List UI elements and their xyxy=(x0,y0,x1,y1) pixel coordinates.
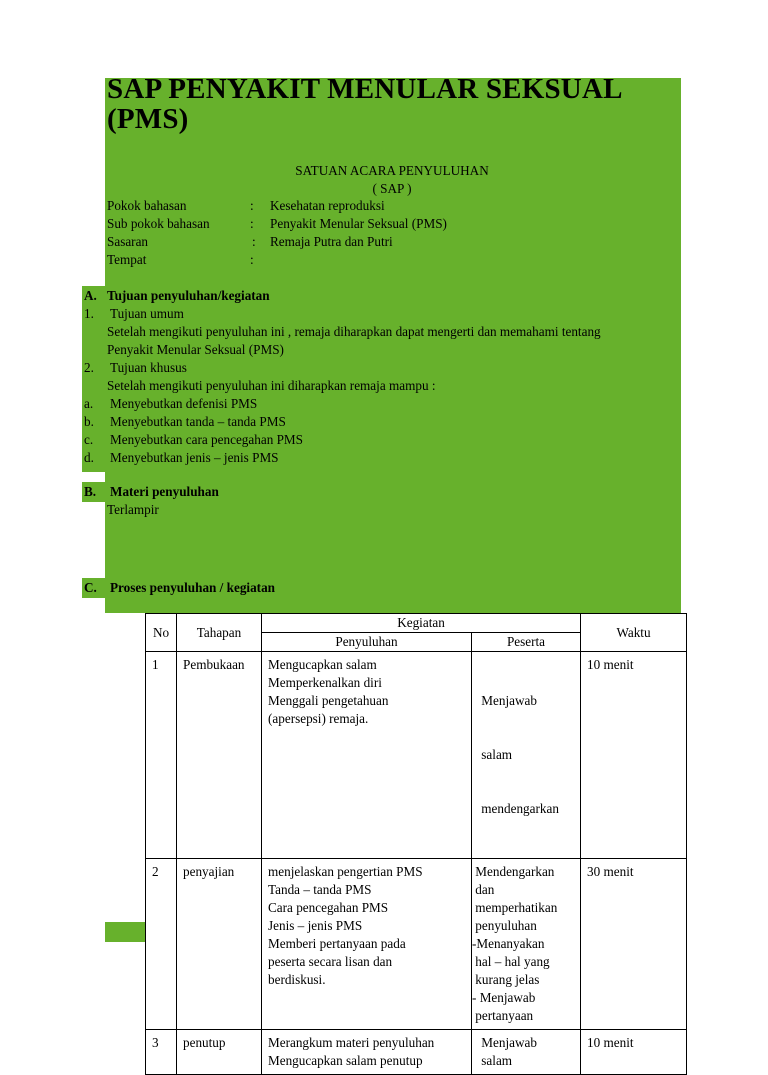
table-row xyxy=(146,1030,687,1075)
list-item: Mengucapkan salam penutup xyxy=(268,1053,423,1068)
header-kegiatan: Kegiatan xyxy=(262,614,581,633)
header-peserta: Peserta xyxy=(472,633,581,652)
list-item: kurang jelas xyxy=(472,972,540,987)
info-value-pokok: Kesehatan reproduksi xyxy=(270,198,385,213)
sap-subheading: ( SAP ) xyxy=(372,181,412,196)
list-item: Memberi pertanyaan pada xyxy=(268,936,406,951)
list-item: (apersepsi) remaja. xyxy=(268,711,369,726)
list-item: Cara pencegahan PMS xyxy=(268,900,389,915)
item1-marker: 1. xyxy=(84,306,94,321)
list-item: Merangkum materi penyuluhan xyxy=(268,1035,435,1050)
list-item: Mendengarkan xyxy=(472,864,555,879)
header-waktu: Waktu xyxy=(581,614,687,652)
list-item: berdiskusi. xyxy=(268,972,326,987)
row2-no: 2 xyxy=(146,859,177,1030)
header-tahapan: Tahapan xyxy=(177,614,262,652)
info-label-sasaran: Sasaran xyxy=(107,234,149,249)
list-item: peserta secara lisan dan xyxy=(268,954,393,969)
list-item: dan xyxy=(472,882,495,897)
list-item: Menggali pengetahuan xyxy=(268,693,389,708)
header-no: No xyxy=(146,614,177,652)
info-sep-tempat: : xyxy=(250,252,254,267)
row2-peserta xyxy=(472,859,581,1030)
subitem-a-text: Menyebutkan defenisi PMS xyxy=(110,396,258,411)
list-item: salam xyxy=(478,747,513,762)
list-item: Tanda – tanda PMS xyxy=(268,882,372,897)
list-item: menjelaskan pengertian PMS xyxy=(268,864,423,879)
section-a-marker: A. xyxy=(84,288,97,303)
list-item: - Menjawab xyxy=(472,990,536,1005)
list-item: Memperkenalkan diri xyxy=(268,675,382,690)
list-item: Menjawab xyxy=(478,693,537,708)
subitem-b-marker: b. xyxy=(84,414,94,429)
list-item: pertanyaan xyxy=(472,1008,534,1023)
subitem-d-text: Menyebutkan jenis – jenis PMS xyxy=(110,450,279,465)
row3-waktu: 10 menit xyxy=(581,1030,687,1075)
list-item: Jenis – jenis PMS xyxy=(268,918,363,933)
document-title: SAP PENYAKIT MENULAR SEKSUAL (PMS) xyxy=(107,73,622,135)
info-sep-subpokok: : xyxy=(250,216,254,231)
info-sep-pokok: : xyxy=(250,198,254,213)
row3-peserta xyxy=(472,1030,581,1075)
row1-waktu: 10 menit xyxy=(581,652,687,859)
list-item: penyuluhan xyxy=(472,918,537,933)
item1-text-line1: Setelah mengikuti penyuluhan ini , remaja diharapkan dapat mengerti dan memahami tentang xyxy=(107,324,601,339)
row3-no: 3 xyxy=(146,1030,177,1075)
info-sep-sasaran: : xyxy=(252,234,256,249)
info-label-subpokok: Sub pokok bahasan xyxy=(107,216,210,231)
section-a-title: Tujuan penyuluhan/kegiatan xyxy=(107,288,270,303)
row2-penyuluhan xyxy=(262,859,472,1030)
list-item: memperhatikan xyxy=(472,900,558,915)
info-value-subpokok: Penyakit Menular Seksual (PMS) xyxy=(270,216,447,231)
section-c-marker: C. xyxy=(84,580,97,595)
subitem-c-marker: c. xyxy=(84,432,94,447)
row1-peserta xyxy=(472,652,581,859)
list-item: Mengucapkan salam xyxy=(268,657,377,672)
list-item: hal – hal yang xyxy=(472,954,550,969)
subitem-d-marker: d. xyxy=(84,450,94,465)
item2-marker: 2. xyxy=(84,360,94,375)
row2-tahapan: penyajian xyxy=(177,859,262,1030)
table-row xyxy=(146,652,687,859)
item1-title: Tujuan umum xyxy=(110,306,184,321)
list-item: salam xyxy=(478,1053,513,1068)
info-label-tempat: Tempat xyxy=(107,252,147,267)
row3-penyuluhan xyxy=(262,1030,472,1075)
row3-tahapan: penutup xyxy=(177,1030,262,1075)
section-b-title: Materi penyuluhan xyxy=(110,484,219,499)
row1-penyuluhan xyxy=(262,652,472,859)
section-c-title: Proses penyuluhan / kegiatan xyxy=(110,580,276,595)
table-row xyxy=(146,859,687,1030)
header-penyuluhan: Penyuluhan xyxy=(262,633,472,652)
item2-title: Tujuan khusus xyxy=(110,360,187,375)
info-label-pokok: Pokok bahasan xyxy=(107,198,187,213)
row2-waktu: 30 menit xyxy=(581,859,687,1030)
subitem-c-text: Menyebutkan cara pencegahan PMS xyxy=(110,432,303,447)
item2-text: Setelah mengikuti penyuluhan ini diharapkan remaja mampu : xyxy=(107,378,436,393)
list-item: mendengarkan xyxy=(478,801,559,816)
subitem-a-marker: a. xyxy=(84,396,94,411)
row1-no: 1 xyxy=(146,652,177,859)
list-item: Menjawab xyxy=(478,1035,537,1050)
activity-table xyxy=(145,613,687,1075)
section-b-text: Terlampir xyxy=(107,502,159,517)
list-item: -Menanyakan xyxy=(472,936,545,951)
item1-text-line2: Penyakit Menular Seksual (PMS) xyxy=(107,342,284,357)
subitem-b-text: Menyebutkan tanda – tanda PMS xyxy=(110,414,286,429)
sap-heading: SATUAN ACARA PENYULUHAN xyxy=(295,163,489,178)
section-b-marker: B. xyxy=(84,484,97,499)
row1-tahapan: Pembukaan xyxy=(177,652,262,859)
info-value-sasaran: Remaja Putra dan Putri xyxy=(270,234,393,249)
